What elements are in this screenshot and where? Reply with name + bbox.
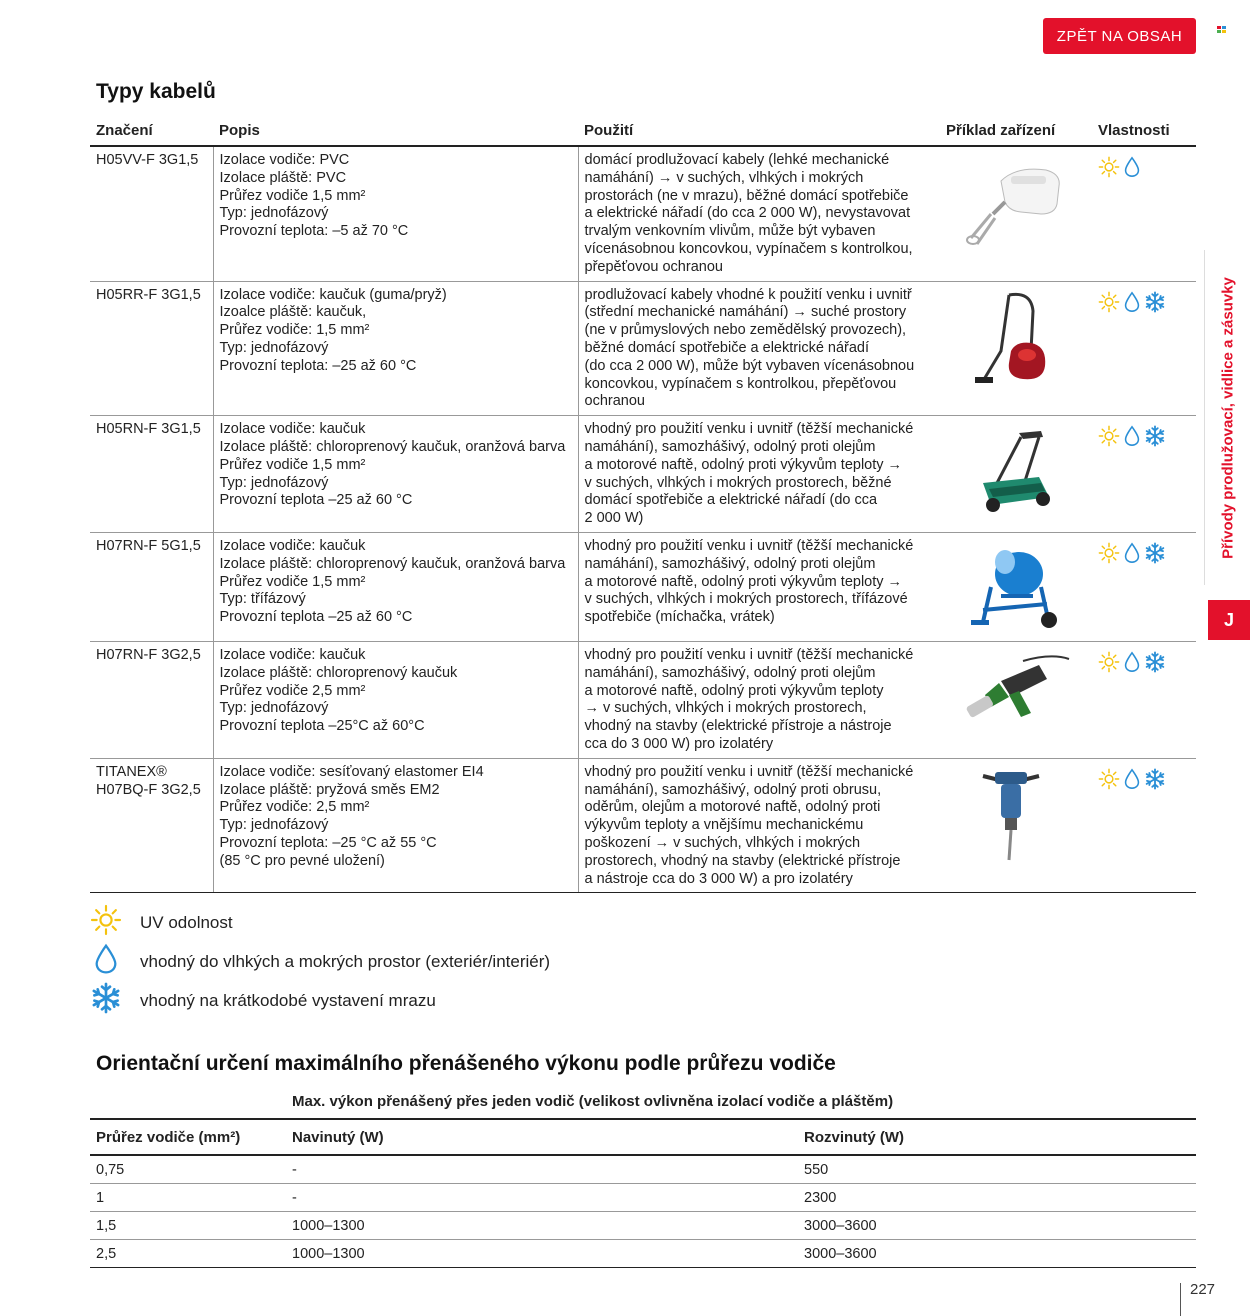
cell-uncoiled: 550 <box>798 1155 1196 1184</box>
cell-coiled: - <box>286 1184 798 1212</box>
cell-line: spotřebiče (míchačka, vrátek) <box>584 609 775 626</box>
cell-line: Typ: jednofázový <box>219 205 329 222</box>
drop-icon <box>90 943 140 980</box>
cable-types-table <box>90 112 1196 893</box>
drop-icon <box>1121 767 1143 797</box>
cell-desc <box>213 532 578 641</box>
cell-line: Průřez vodiče: 2,5 mm² <box>219 799 370 816</box>
cell-props <box>1092 641 1196 758</box>
col-header-props: Vlastnosti <box>1092 112 1196 146</box>
cell-line: trvalým venkovním vlivům, může být vybaven <box>584 223 876 240</box>
cell-line: Průřez vodiče 1,5 mm² <box>219 187 366 204</box>
section-title-power: Orientační určení maximálního přenášeného výkonu podle průřezu vodiče <box>96 1052 836 1075</box>
drop-icon <box>1121 650 1143 680</box>
col-header-use: Použití <box>578 112 940 146</box>
chapter-label: Přívody prodlužovací, vidlice a zásuvky <box>1219 276 1237 559</box>
cell-line: Provozní teplota: –5 až 70 °C <box>219 223 409 240</box>
cell-line: namáhání), samozhášivý, odolný proti olejům <box>584 555 876 572</box>
side-divider <box>1204 250 1205 585</box>
cell-line: H05VV-F 3G1,5 <box>96 152 199 168</box>
cell-line: přepěťovou ochranou <box>584 258 723 275</box>
cell-line: Izolace vodiče: kaučuk <box>219 421 366 438</box>
cell-line: Průřez vodiče: 1,5 mm² <box>219 322 370 339</box>
cell-line: vhodný pro použití venku i uvnitř (těžší mechanické <box>584 537 914 554</box>
col-header-cross: Průřez vodiče (mm²) <box>90 1119 286 1155</box>
cell-line: namáhání), samozhášivý, odolný proti olejům <box>584 664 876 681</box>
cell-line: prodlužovací kabely vhodné k použití venku i uvnitř <box>584 286 912 303</box>
cell-line: Průřez vodiče 1,5 mm² <box>219 573 366 590</box>
cell-line: Izolace pláště: chloroprenový kaučuk, oranžová barva <box>219 438 566 455</box>
drop-icon <box>1121 155 1143 185</box>
cell-line: Typ: jednofázový <box>219 700 329 717</box>
table-header-row <box>90 112 1196 146</box>
page-number-divider <box>1180 1283 1181 1316</box>
cell-line: a motorové naftě, odolný proti výkyvům teploty <box>584 682 884 699</box>
cell-line: Izolace vodiče: sesíťovaný elastomer EI4 <box>219 763 484 780</box>
cell-line: H07RN-F 5G1,5 <box>96 537 201 554</box>
cell-line: a nástroje cca do 3 000 W) a pro izolatéry <box>584 870 853 887</box>
cell-props <box>1092 146 1196 281</box>
cell-example <box>940 641 1092 758</box>
heat-gun-icon <box>946 651 1086 746</box>
cell-code <box>90 758 213 893</box>
sun-icon <box>1098 541 1120 571</box>
legend-text: vhodný do vlhkých a mokrých prostor (exteriér/interiér) <box>140 951 551 971</box>
snowflake-icon <box>1144 541 1166 571</box>
cell-code <box>90 416 213 533</box>
cell-line: cca do 3 000 W) pro izolatéry <box>584 735 774 752</box>
drop-icon <box>1121 424 1143 454</box>
cell-cross: 2,5 <box>90 1240 286 1268</box>
cell-line: (do cca 2 000 W), může být vybaven vícenásobnou <box>584 357 915 374</box>
cell-line: vhodný na stavby (elektrické přístroje a nástroje <box>584 718 892 735</box>
cell-line: v suchých, vlhkých i mokrých prostorech, běžné <box>584 474 892 491</box>
legend-item <box>90 942 550 981</box>
snowflake-icon <box>1144 290 1166 320</box>
col-header-code: Značení <box>90 112 213 146</box>
page-number: 227 <box>1190 1281 1216 1298</box>
legend <box>90 903 550 1020</box>
cell-use <box>578 641 940 758</box>
table-row <box>90 1184 1196 1212</box>
cell-line: Typ: jednofázový <box>219 474 329 491</box>
cell-line: prostorech, vhodný na stavby (elektrické přístroje <box>584 852 901 869</box>
legend-item <box>90 903 550 942</box>
cell-line: Izolace pláště: chloroprenový kaučuk <box>219 664 458 681</box>
cell-line: vhodný pro použití venku i uvnitř (těžší mechanické <box>584 763 914 780</box>
cell-use <box>578 146 940 281</box>
cell-line: Izolace pláště: chloroprenový kaučuk, oranžová barva <box>219 555 566 572</box>
cell-line: a elektrické nářadí (do cca 2 000 W), nevystavovat <box>584 205 911 222</box>
cell-line: Typ: jednofázový <box>219 817 329 834</box>
cell-desc <box>213 758 578 893</box>
cell-coiled: - <box>286 1155 798 1184</box>
cell-line: Izolace pláště: PVC <box>219 169 347 186</box>
table-row <box>90 1240 1196 1268</box>
cell-line: Izolace vodiče: kaučuk (guma/pryž) <box>219 286 447 303</box>
cell-line: v suchých, vlhkých i mokrých prostorech, třífázové <box>584 591 908 608</box>
group-header: Max. výkon přenášený přes jeden vodič (velikost ovlivněna izolací vodiče a pláštěm) <box>286 1084 1196 1119</box>
cell-line: Provozní teplota –25 až 60 °C <box>219 609 413 626</box>
empty-header-cell <box>90 1084 286 1119</box>
cell-line: Izolace vodiče: kaučuk <box>219 646 366 663</box>
cell-example <box>940 281 1092 416</box>
cell-line: H07RN-F 3G2,5 <box>96 646 201 663</box>
cell-coiled: 1000–1300 <box>286 1212 798 1240</box>
legend-text: vhodný na krátkodobé vystavení mrazu <box>140 990 436 1010</box>
cell-use <box>578 416 940 533</box>
table-header-row <box>90 1119 1196 1155</box>
cell-props <box>1092 532 1196 641</box>
cell-line: namáhání), samozhášivý, odolný proti obrusu, <box>584 781 882 798</box>
cell-use <box>578 758 940 893</box>
table-row <box>90 532 1196 641</box>
cell-line: (85 °C pro pevné uložení) <box>219 852 385 869</box>
cell-line: Izolace pláště: pryžová směs EM2 <box>219 781 440 798</box>
cell-props <box>1092 281 1196 416</box>
cell-line: Typ: jednofázový <box>219 339 329 356</box>
drop-icon <box>1121 541 1143 571</box>
col-header-example: Příklad zařízení <box>940 112 1092 146</box>
cell-uncoiled: 3000–3600 <box>798 1240 1196 1268</box>
cell-desc <box>213 416 578 533</box>
cell-line: běžné domácí spotřebiče a elektrické nářadí <box>584 339 870 356</box>
cell-line: H05RN-F 3G1,5 <box>96 421 201 438</box>
cell-line: namáhání), samozhášivý, odolný proti olejům <box>584 438 876 455</box>
concrete-mixer-icon <box>946 542 1086 637</box>
cell-code <box>90 532 213 641</box>
cell-desc <box>213 281 578 416</box>
cell-desc <box>213 641 578 758</box>
sun-icon <box>1098 155 1120 185</box>
legend-text: UV odolnost <box>140 912 233 932</box>
cell-line: namáhání) → v suchých, vlhkých i mokrých <box>584 169 864 186</box>
cell-line: Izolace vodiče: kaučuk <box>219 537 366 554</box>
cell-code <box>90 146 213 281</box>
cell-line: poškození → v suchých, vlhkých i mokrých <box>584 834 861 851</box>
cell-line: domácí prodlužovací kabely (lehké mechanické <box>584 152 890 168</box>
table-group-header-row <box>90 1084 1196 1119</box>
col-header-uncoiled: Rozvinutý (W) <box>798 1119 1196 1155</box>
table-row <box>90 146 1196 281</box>
cell-code <box>90 281 213 416</box>
cell-line: H05RR-F 3G1,5 <box>96 286 201 303</box>
cell-line: výkyvům teploty a vnějšímu mechanickému <box>584 817 864 834</box>
cell-line: (střední mechanické namáhání) → suché prostory <box>584 304 907 321</box>
snowflake-icon <box>1144 424 1166 454</box>
cell-cross: 0,75 <box>90 1155 286 1184</box>
cell-line: H07BQ-F 3G2,5 <box>96 781 201 798</box>
cell-line: vhodný pro použití venku i uvnitř (těžší mechanické <box>584 421 914 438</box>
cell-line: vhodný pro použití venku i uvnitř (těžší mechanické <box>584 646 914 663</box>
cell-line: vícenásobnou koncovkou, vypínačem s kontrolkou, <box>584 240 913 257</box>
cell-example <box>940 146 1092 281</box>
cell-line: a motorové naftě, odolný proti výkyvům teploty → <box>584 573 903 590</box>
cell-line: Provozní teplota –25 až 60 °C <box>219 492 413 509</box>
hand-mixer-icon <box>946 156 1086 251</box>
cell-cross: 1,5 <box>90 1212 286 1240</box>
cell-line: TITANEX® <box>96 763 167 780</box>
snowflake-icon <box>1144 767 1166 797</box>
cell-line: (ne v průmyslových nebo zemědělský provozech), <box>584 322 907 339</box>
section-title-cable-types: Typy kabelů <box>96 80 216 103</box>
table-row <box>90 1212 1196 1240</box>
drop-icon <box>1121 290 1143 320</box>
cell-line: Izoalce pláště: kaučuk, <box>219 304 367 321</box>
sun-icon <box>90 904 140 941</box>
table-row <box>90 416 1196 533</box>
cell-code <box>90 641 213 758</box>
cell-line: Provozní teplota –25°C až 60°C <box>219 718 425 735</box>
cell-line: Průřez vodiče 2,5 mm² <box>219 682 366 699</box>
cell-line: Průřez vodiče 1,5 mm² <box>219 456 366 473</box>
lawn-mower-icon <box>946 425 1086 520</box>
cell-props <box>1092 758 1196 893</box>
col-header-desc: Popis <box>213 112 578 146</box>
vacuum-cleaner-icon <box>946 291 1086 386</box>
power-table <box>90 1084 1196 1268</box>
back-to-contents-button[interactable]: ZPĚT NA OBSAH <box>1043 18 1196 54</box>
cell-line: prostorách (ne v mrazu), běžné domácí spotřebiče <box>584 187 909 204</box>
table-row <box>90 758 1196 893</box>
sun-icon <box>1098 650 1120 680</box>
brand-logo-icon <box>1217 26 1227 34</box>
cell-line: Izolace vodiče: PVC <box>219 152 350 168</box>
cell-line: oděrům, olejům a motorové naftě, odolný proti <box>584 799 881 816</box>
cell-cross: 1 <box>90 1184 286 1212</box>
snowflake-icon <box>1144 650 1166 680</box>
sun-icon <box>1098 767 1120 797</box>
table-row <box>90 641 1196 758</box>
cell-example <box>940 416 1092 533</box>
sun-icon <box>1098 290 1120 320</box>
cell-coiled: 1000–1300 <box>286 1240 798 1268</box>
table-row <box>90 1155 1196 1184</box>
cell-example <box>940 532 1092 641</box>
sun-icon <box>1098 424 1120 454</box>
cell-line: a motorové naftě, odolný proti výkyvům teploty → <box>584 456 903 473</box>
snowflake-icon <box>90 982 140 1019</box>
cell-use <box>578 532 940 641</box>
cell-line: ochranou <box>584 393 645 410</box>
cell-line: koncovkou, vypínačem s kontrolkou, přepěťovou <box>584 375 897 392</box>
col-header-coiled: Navinutý (W) <box>286 1119 798 1155</box>
cell-example <box>940 758 1092 893</box>
cell-uncoiled: 2300 <box>798 1184 1196 1212</box>
cell-uncoiled: 3000–3600 <box>798 1212 1196 1240</box>
cell-line: Provozní teplota: –25 až 60 °C <box>219 357 417 374</box>
cell-line: Typ: třífázový <box>219 591 306 608</box>
chapter-tab[interactable]: J <box>1208 600 1250 640</box>
legend-item <box>90 981 550 1020</box>
table-row <box>90 281 1196 416</box>
cell-line: domácí spotřebiče a elektrické nářadí (do cca <box>584 492 878 509</box>
cell-props <box>1092 416 1196 533</box>
cell-desc <box>213 146 578 281</box>
cell-line: Provozní teplota: –25 °C až 55 °C <box>219 834 437 851</box>
cell-line: → v suchých, vlhkých i mokrých prostorech, <box>584 700 867 717</box>
demolition-hammer-icon <box>946 768 1086 863</box>
cell-use <box>578 281 940 416</box>
cell-line: 2 000 W) <box>584 510 644 527</box>
